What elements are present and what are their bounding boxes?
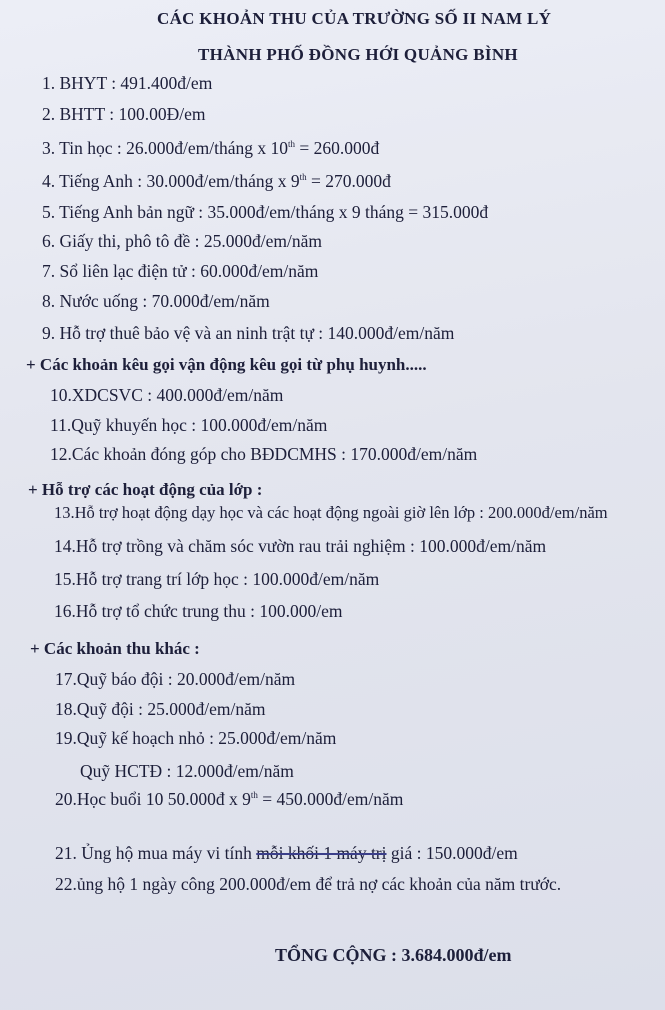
section-heading-class-activities: + Hỗ trợ các hoạt động của lớp : — [28, 480, 263, 499]
fee-item-6: 6. Giấy thi, phô tô đề : 25.000đ/em/năm — [42, 231, 322, 251]
fee-item-20-text: 20.Học buổi 10 50.000đ x 9 — [55, 789, 251, 809]
section-heading-other-fees: + Các khoản thu khác : — [30, 639, 200, 658]
fee-item-17: 17.Quỹ báo đội : 20.000đ/em/năm — [55, 669, 296, 689]
fee-item-14: 14.Hỗ trợ trồng và chăm sóc vườn rau trải nghiệm : 100.000đ/em/năm — [54, 536, 547, 556]
fee-item-3-text: 3. Tin học : 26.000đ/em/tháng x 10 — [42, 138, 288, 158]
section-heading-parent-contributions: + Các khoản kêu gọi vận động kêu gọi từ phụ huynh..... — [26, 355, 427, 374]
fee-item-12: 12.Các khoản đóng góp cho BĐDCMHS : 170.000đ/em/năm — [50, 444, 478, 464]
document-title-line-2: THÀNH PHỐ ĐỒNG HỚI QUẢNG BÌNH — [198, 45, 518, 64]
fee-item-hctd: Quỹ HCTĐ : 12.000đ/em/năm — [80, 761, 294, 781]
fee-item-21 — [55, 842, 518, 864]
fee-item-7: 7. Sổ liên lạc điện tử : 60.000đ/em/năm — [42, 261, 319, 281]
fee-item-4 — [42, 170, 391, 192]
fee-item-3-sup: th — [287, 139, 295, 150]
fee-item-21-start: 21. Ủng hộ mua máy vi tính — [55, 843, 257, 863]
fee-item-22: 22.ủng hộ 1 ngày công 200.000đ/em để trả nợ các khoản của năm trước. — [55, 874, 562, 894]
fee-item-21-end: giá : 150.000đ/em — [386, 843, 518, 863]
fee-item-13: 13.Hỗ trợ hoạt động dạy học và các hoạt động ngoài giờ lên lớp : 200.000đ/em/năm — [54, 503, 608, 522]
fee-item-11: 11.Quỹ khuyến học : 100.000đ/em/năm — [50, 415, 328, 435]
fee-item-21-struck-text: mỗi khối 1 máy trị — [256, 843, 387, 863]
fee-item-3 — [42, 137, 379, 159]
fee-item-19: 19.Quỹ kế hoạch nhỏ : 25.000đ/em/năm — [55, 728, 337, 748]
fee-item-20-sup: th — [250, 790, 258, 801]
fee-item-4-tail: = 270.000đ — [306, 171, 391, 191]
fee-item-18: 18.Quỹ đội : 25.000đ/em/năm — [55, 699, 266, 719]
fee-item-1: 1. BHYT : 491.400đ/em — [42, 73, 213, 93]
fee-item-10: 10.XDCSVC : 400.000đ/em/năm — [50, 385, 284, 405]
fee-item-8: 8. Nước uống : 70.000đ/em/năm — [42, 291, 270, 311]
fee-item-16: 16.Hỗ trợ tổ chức trung thu : 100.000/em — [54, 601, 343, 621]
fee-item-5: 5. Tiếng Anh bản ngữ : 35.000đ/em/tháng x 9 tháng = 315.000đ — [42, 202, 489, 222]
fee-item-4-sup: th — [299, 172, 307, 183]
fee-item-9: 9. Hỗ trợ thuê bảo vệ và an ninh trật tự : 140.000đ/em/năm — [42, 323, 455, 343]
fee-item-15: 15.Hỗ trợ trang trí lớp học : 100.000đ/em/năm — [54, 569, 380, 589]
fee-item-4-text: 4. Tiếng Anh : 30.000đ/em/tháng x 9 — [42, 171, 300, 191]
fee-item-2: 2. BHTT : 100.00Đ/em — [42, 104, 206, 124]
fee-item-3-tail: = 260.000đ — [295, 138, 380, 158]
document-title-line-1: CÁC KHOẢN THU CỦA TRƯỜNG SỐ II NAM LÝ — [157, 9, 552, 28]
fee-item-20-tail: = 450.000đ/em/năm — [257, 789, 404, 809]
fee-item-20 — [55, 788, 403, 810]
grand-total: TỔNG CỘNG : 3.684.000đ/em — [275, 945, 512, 965]
